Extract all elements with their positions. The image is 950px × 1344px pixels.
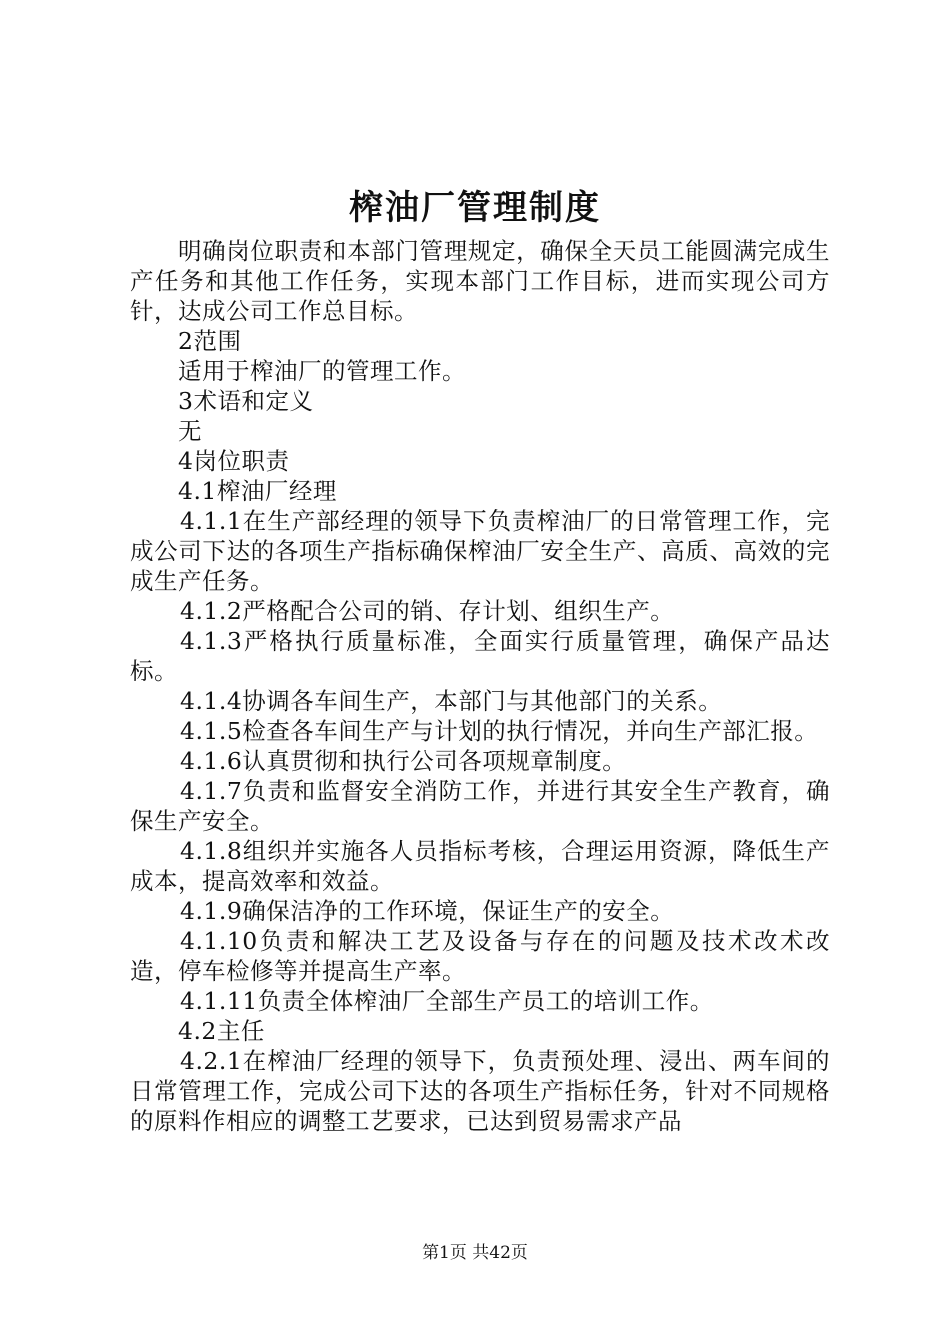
list-item: 4.1.7负责和监督安全消防工作，并进行其安全生产教育，确保生产安全。 [130,777,830,835]
subsection-heading-manager: 4.1榨油厂经理 [178,477,337,505]
list-item: 4.1.8组织并实施各人员指标考核，合理运用资源，降低生产成本，提高效率和效益。 [130,837,830,895]
list-item: 4.1.5检查各车间生产与计划的执行情况，并向生产部汇报。 [180,717,819,745]
list-item: 4.1.2严格配合公司的销、存计划、组织生产。 [180,597,675,625]
paragraph-purpose: 明确岗位职责和本部门管理规定，确保全天员工能圆满完成生产任务和其他工作任务，实现本部门工作目标，进而实现公司方针，达成公司工作总目标。 [130,237,830,325]
list-item: 4.1.11负责全体榨油厂全部生产员工的培训工作。 [180,987,714,1015]
list-item: 4.1.10负责和解决工艺及设备与存在的问题及技术改术改造，停车检修等并提高生产率。 [130,927,830,985]
list-item: 4.1.4协调各车间生产，本部门与其他部门的关系。 [180,687,723,715]
section-heading-duties: 4岗位职责 [178,447,290,475]
list-item: 4.2.1在榨油厂经理的领导下，负责预处理、浸出、两车间的日常管理工作，完成公司下达的各项生产指标任务，针对不同规格的原料作相应的调整工艺要求，已达到贸易需求产品 [130,1047,830,1135]
list-item: 4.1.1在生产部经理的领导下负责榨油厂的日常管理工作，完成公司下达的各项生产指标确保榨油厂安全生产、高质、高效的完成生产任务。 [130,507,830,595]
list-item: 4.1.3严格执行质量标准，全面实行质量管理，确保产品达标。 [130,627,830,685]
paragraph-scope: 适用于榨油厂的管理工作。 [178,357,466,385]
document-body [130,236,830,1136]
list-item: 4.1.6认真贯彻和执行公司各项规章制度。 [180,747,627,775]
section-heading-terms: 3术语和定义 [178,387,314,415]
page-footer: 第1页 共42页 [422,1243,528,1263]
list-item: 4.1.9确保洁净的工作环境，保证生产的安全。 [180,897,675,925]
paragraph-terms: 无 [178,417,202,445]
subsection-heading-director: 4.2主任 [178,1017,265,1045]
document-title: 榨油厂管理制度 [349,188,601,228]
section-heading-scope: 2范围 [178,327,242,355]
